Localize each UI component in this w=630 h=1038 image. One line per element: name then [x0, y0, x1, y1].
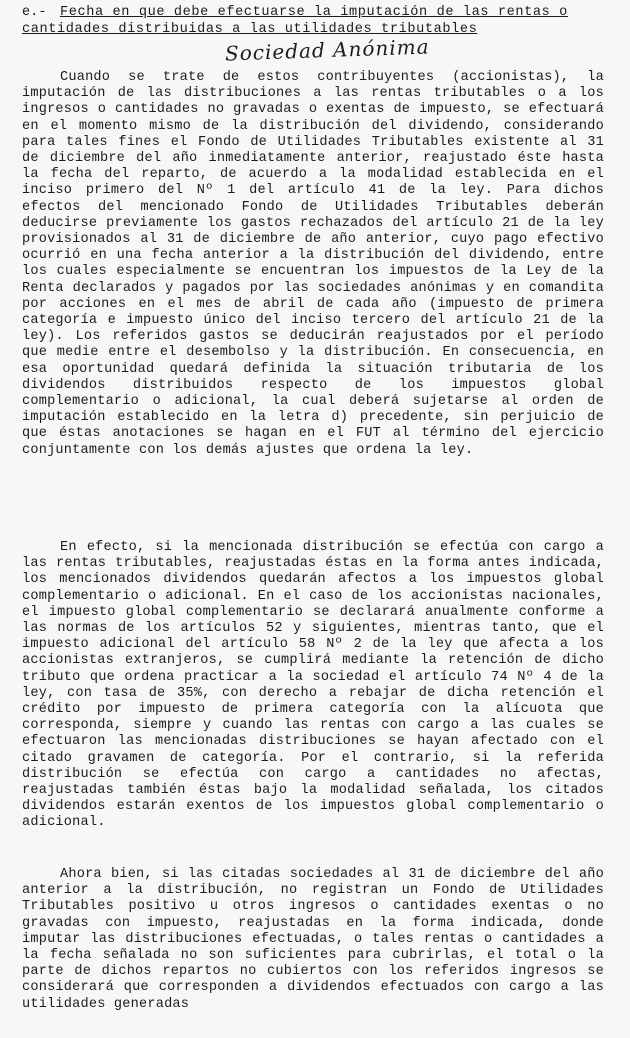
section-letter: e.-: [22, 5, 47, 20]
paragraph-3: [22, 867, 604, 1013]
section-title: Fecha en que debe efectuarse la imputación de las rentas o cantidades distribuidas a las utilidades tributables: [22, 5, 568, 37]
handwritten-annotation: Sociedad Anónima: [224, 34, 430, 66]
paragraph-1: [22, 70, 604, 459]
section-heading: [22, 4, 622, 38]
paragraph-2-text: En efecto, si la mencionada distribución se efectúa con cargo a las rentas tributables, reajustadas éstas en la forma antes indicada, los mencionados dividendos quedarán afectos a los impuestos global complementario o adicional. En el caso de los accionistas nacionales, el impuesto global complementario se declarará anualmente conforme a las normas de los artículos 52 y siguientes, mientras tanto, que el impuesto adicional del artículo 58 Nº 2 de la ley que afecta a los accionistas extranjeros, se cumplirá mediante la retención de dicho tributo que ordena practicar a la sociedad el artículo 74 Nº 4 de la ley, con tasa de 35%, con derecho a rebajar de dicha retención el crédito por impuesto de primera categoría con la alícuota que corresponda, siempre y cuando las rentas con cargo a las cuales se efectuaron las mencionadas distribuciones se hayan afectado con el citado gravamen de categoría. Por el contrario, si la referida distribución se efectúa con cargo a cantidades no afectas, reajustadas también éstas bajo la modalidad señalada, los citados dividendos estarán exentos de los impuestos global complementario o adicional.: [22, 540, 604, 831]
paragraph-2: [22, 540, 604, 832]
paragraph-3-text: Ahora bien, si las citadas sociedades al 31 de diciembre del año anterior a la distribución, no registran un Fondo de Utilidades Tributables positivo u otros ingresos o cantidades exentas o no gravadas con impuesto, reajustadas en la forma indicada, donde imputar las distribuciones efectuadas, o tales rentas o cantidades a la fecha señalada no son suficientes para cubrirlas, el total o la parte de dichos repartos no cubiertos con los referidos ingresos se considerará que corresponden a dividendos efectuados con cargo a las utilidades generadas: [22, 867, 604, 1012]
paragraph-1-text: Cuando se trate de estos contribuyentes (accionistas), la imputación de las distribuciones a las rentas tributables o a los ingresos o cantidades no gravadas o exentas de impuesto, se efectuará en el momento mismo de la distribución del dividendo, considerando para tales fines el Fondo de Utilidades Tributables existente al 31 de diciembre del año inmediatamente anterior, reajustado éste hasta la fecha del reparto, de acuerdo a la modalidad establecida en el inciso primero del Nº 1 del artículo 41 de la ley. Para dichos efectos del mencionado Fondo de Utilidades Tributables deberán deducirse previamente los gastos rechazados del artículo 21 de la ley provisionados al 31 de diciembre de año anterior, cuyo pago efectivo ocurrió en una fecha anterior a la distribución del dividendo, entre los cuales especialmente se encuentran los impuestos de la Ley de la Renta declarados y pagados por las sociedades anónimas y en comandita por acciones en el mes de abril de cada año (impuesto de primera categoría e impuesto único del inciso tercero del artículo 21 de la ley). Los referidos gastos se deducirán reajustados por el período que medie entre el desembolso y la distribución. En consecuencia, en esa oportunidad quedará definida la situación tributaria de los dividendos distribuidos respecto de los impuestos global complementario o adicional, la cual deberá sujetarse al orden de imputación establecido en la letra d) precedente, sin perjuicio de que éstas anotaciones se hagan en el FUT al término del ejercicio conjuntamente con los demás ajustes que ordena la ley.: [22, 70, 604, 458]
